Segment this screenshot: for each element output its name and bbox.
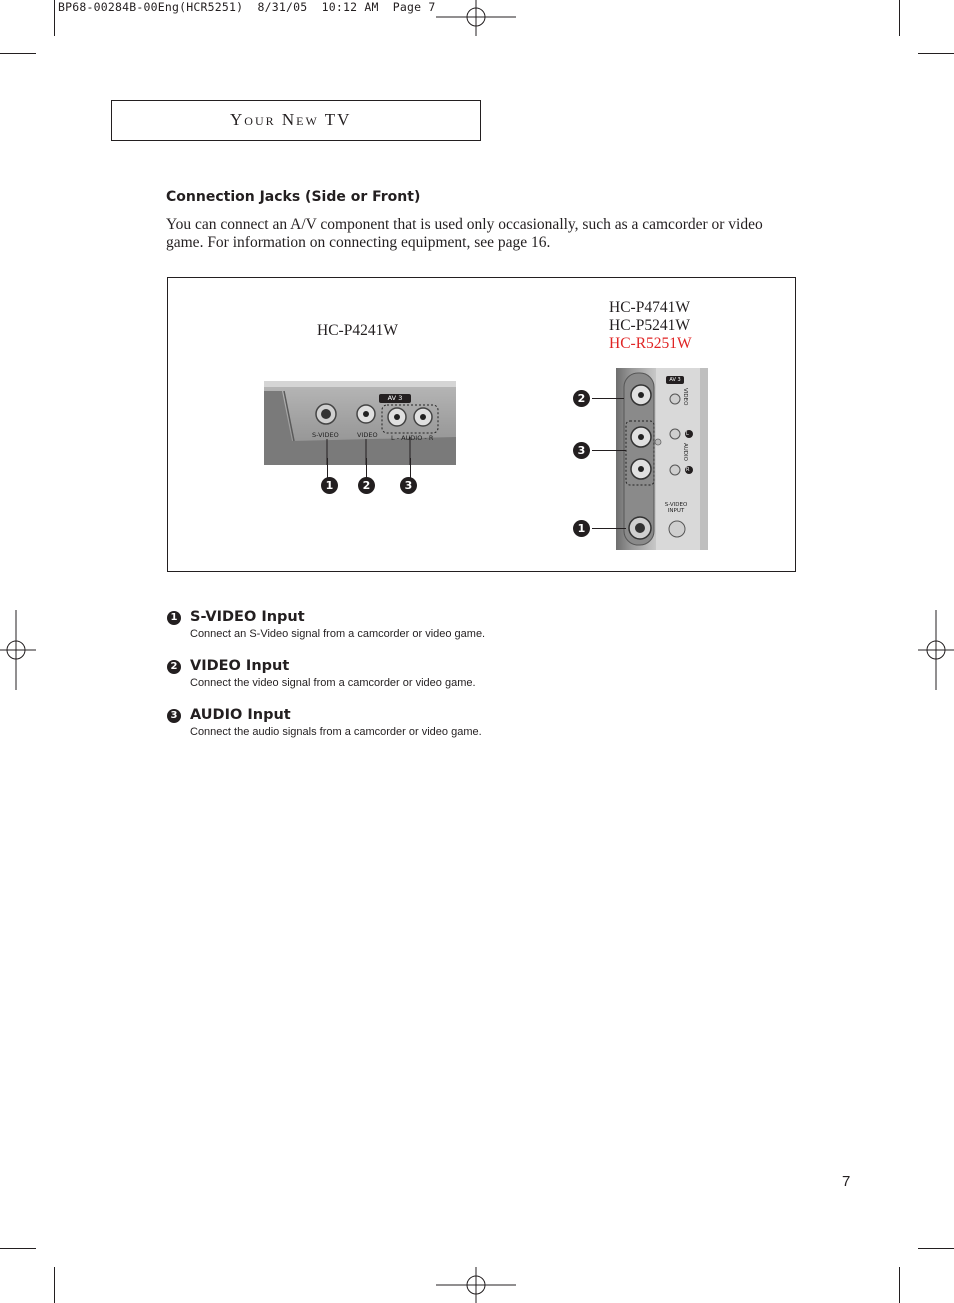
side-r-label: R [686,467,690,473]
registration-mark-right [914,610,954,690]
side-callout-1: 1 [573,520,590,537]
side-audio-label: AUDIO [682,443,688,461]
right-model-label-3: HC-R5251W [609,335,692,352]
side-svideo-label: S-VIDEO INPUT [664,502,688,514]
front-audio-label: L - AUDIO - R [391,434,434,442]
right-model-label-1: HC-P4741W [609,299,690,316]
item-number-2: 2 [167,660,181,674]
side-av3-label: AV 3 [669,377,681,383]
registration-mark-bottom [436,1263,516,1303]
item-desc-video: Connect the video signal from a camcorder or video game. [190,677,476,689]
item-desc-svideo: Connect an S-Video signal from a camcorder or video game. [190,628,486,640]
front-svideo-label: S-VIDEO [312,431,339,439]
print-slug: BP68-00284B-00Eng(HCR5251) 8/31/05 10:12 AM Page 7 [58,0,436,14]
item-desc-audio: Connect the audio signals from a camcorder or video game. [190,726,482,738]
item-number-3: 3 [167,709,181,723]
side-l-label: L [686,431,689,437]
left-model-label: HC-P4241W [317,322,398,339]
item-title-video: VIDEO Input [190,658,290,674]
side-video-label: VIDEO [682,388,688,406]
registration-mark-left [0,610,40,690]
front-callout-2: 2 [358,477,375,494]
intro-paragraph: You can connect an A/V component that is used only occasionally, such as a camcorder or video game. For information on connecting equipment, see page 16. [166,216,763,251]
front-jack-panel [264,381,456,465]
page-number: 7 [842,1173,851,1190]
side-callout-3: 3 [573,442,590,459]
front-callout-1: 1 [321,477,338,494]
section-heading: Connection Jacks (Side or Front) [166,189,421,205]
front-callout-3: 3 [400,477,417,494]
section-title: Your New TV [230,110,352,129]
front-video-label: VIDEO [357,431,378,439]
item-title-audio: AUDIO Input [190,707,291,723]
registration-mark-top [436,0,516,40]
item-title-svideo: S-VIDEO Input [190,609,305,625]
front-av3-label: AV 3 [387,394,403,402]
right-model-label-2: HC-P5241W [609,317,690,334]
side-jack-panel [616,368,708,550]
item-number-1: 1 [167,611,181,625]
side-callout-2: 2 [573,390,590,407]
